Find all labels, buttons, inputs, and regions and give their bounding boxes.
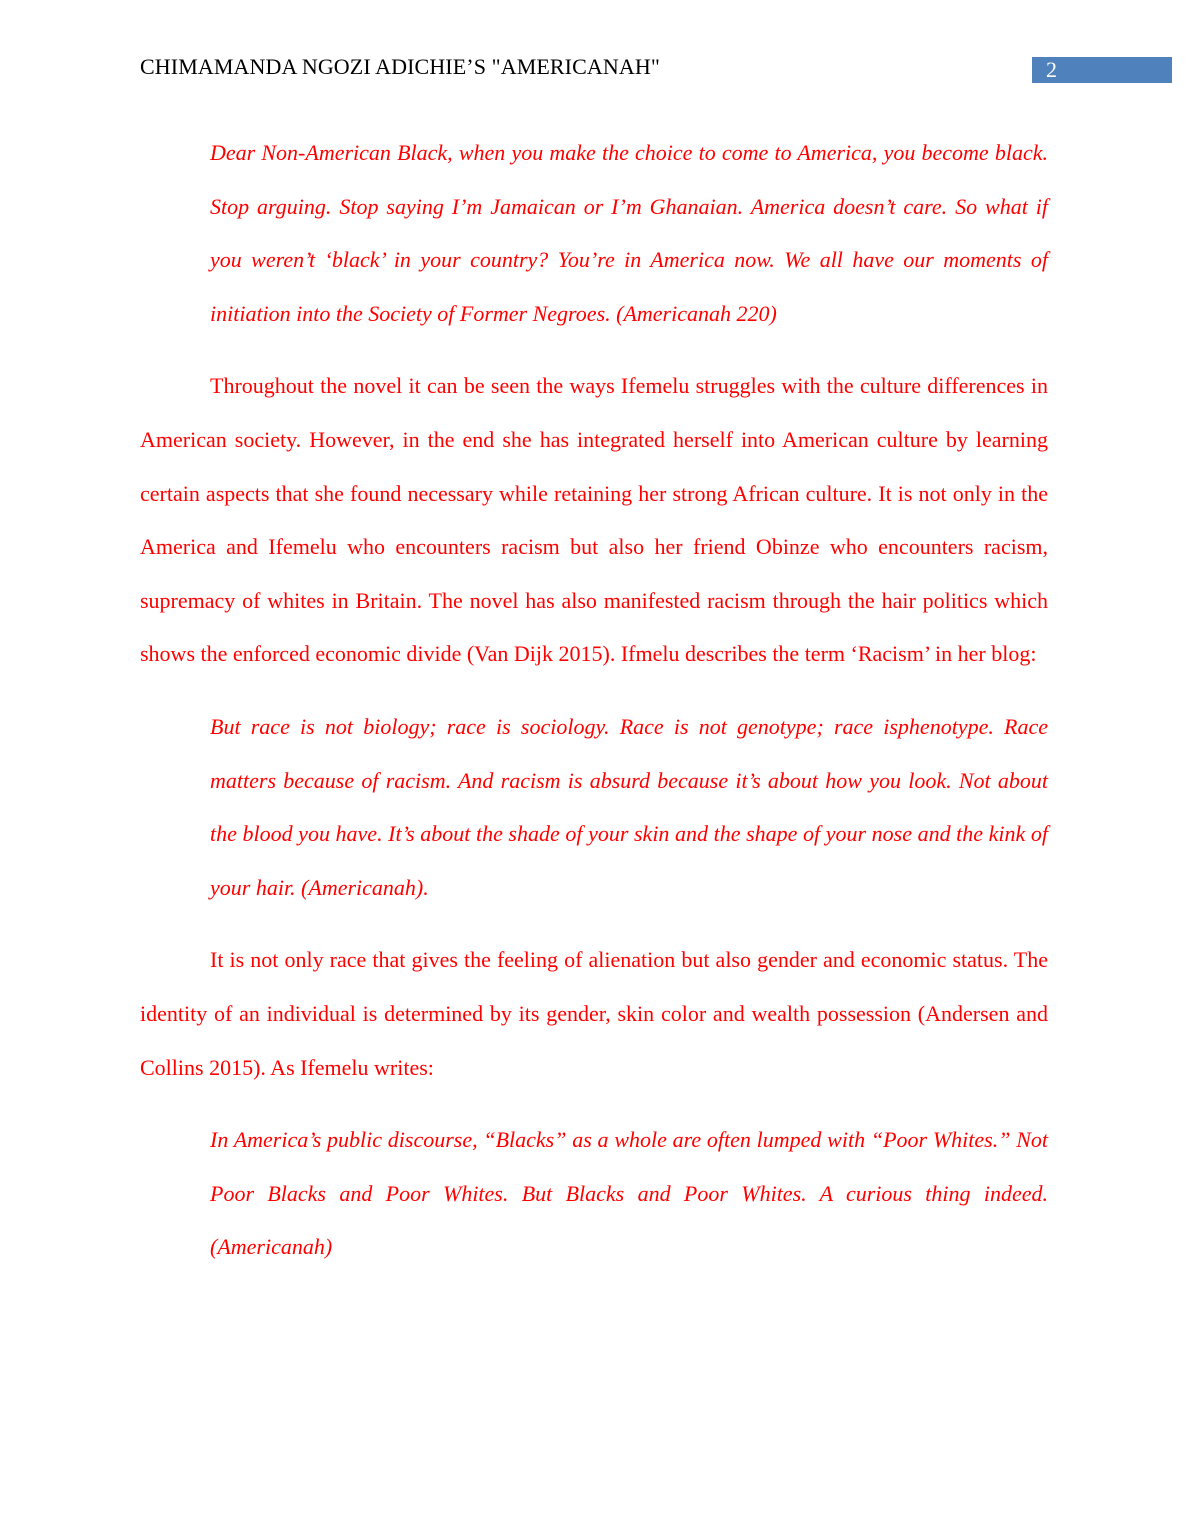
- block-quote-2: But race is not biology; race is sociology. Race is not genotype; race isphenotype. Race matters because of racism. And racism is absurd because it’s about how you look. Not about the blood you have. It’s about the shade of your skin and the shape of your nose and the kink of your hair. (Americanah).: [210, 713, 1048, 900]
- page-number-badge: [1032, 57, 1172, 83]
- page-number: 2: [1046, 57, 1057, 82]
- block-quote-3: In America’s public discourse, “Blacks” as a whole are often lumped with “Poor Whites.” Not Poor Blacks and Poor Whites. But Blacks and Poor Whites. A curious thing indeed. (Americanah): [210, 1127, 1048, 1260]
- block-quote-1: Dear Non-American Black, when you make the choice to come to America, you become black. Stop arguing. Stop saying I’m Jamaican or I’m Ghanaian. America doesn’t care. So what if you weren’t ‘black’ in your country? You’re in America now. We all have our moments of initiation into the Society of Former Negroes. (Americanah 220): [210, 140, 1048, 326]
- body-paragraph-2: It is not only race that gives the feeling of alienation but also gender and economic status. The identity of an individual is determined by its gender, skin color and wealth possession (Andersen and Collins 2015). As Ifemelu writes:: [140, 947, 1048, 1080]
- document-body: [140, 126, 1048, 1293]
- body-paragraph-1: Throughout the novel it can be seen the ways Ifemelu struggles with the culture differences in American society. However, in the end she has integrated herself into American culture by learning certain aspects that she found necessary while retaining her strong African culture. It is not only in the America and Ifemelu who encounters racism but also her friend Obinze who encounters racism, supremacy of whites in Britain. The novel has also manifested racism through the hair politics which shows the enforced economic divide (Van Dijk 2015). Ifmelu describes the term ‘Racism’ in her blog:: [140, 373, 1048, 667]
- running-head-title: CHIMAMANDA NGOZI ADICHIE’S "AMERICANAH": [140, 54, 660, 79]
